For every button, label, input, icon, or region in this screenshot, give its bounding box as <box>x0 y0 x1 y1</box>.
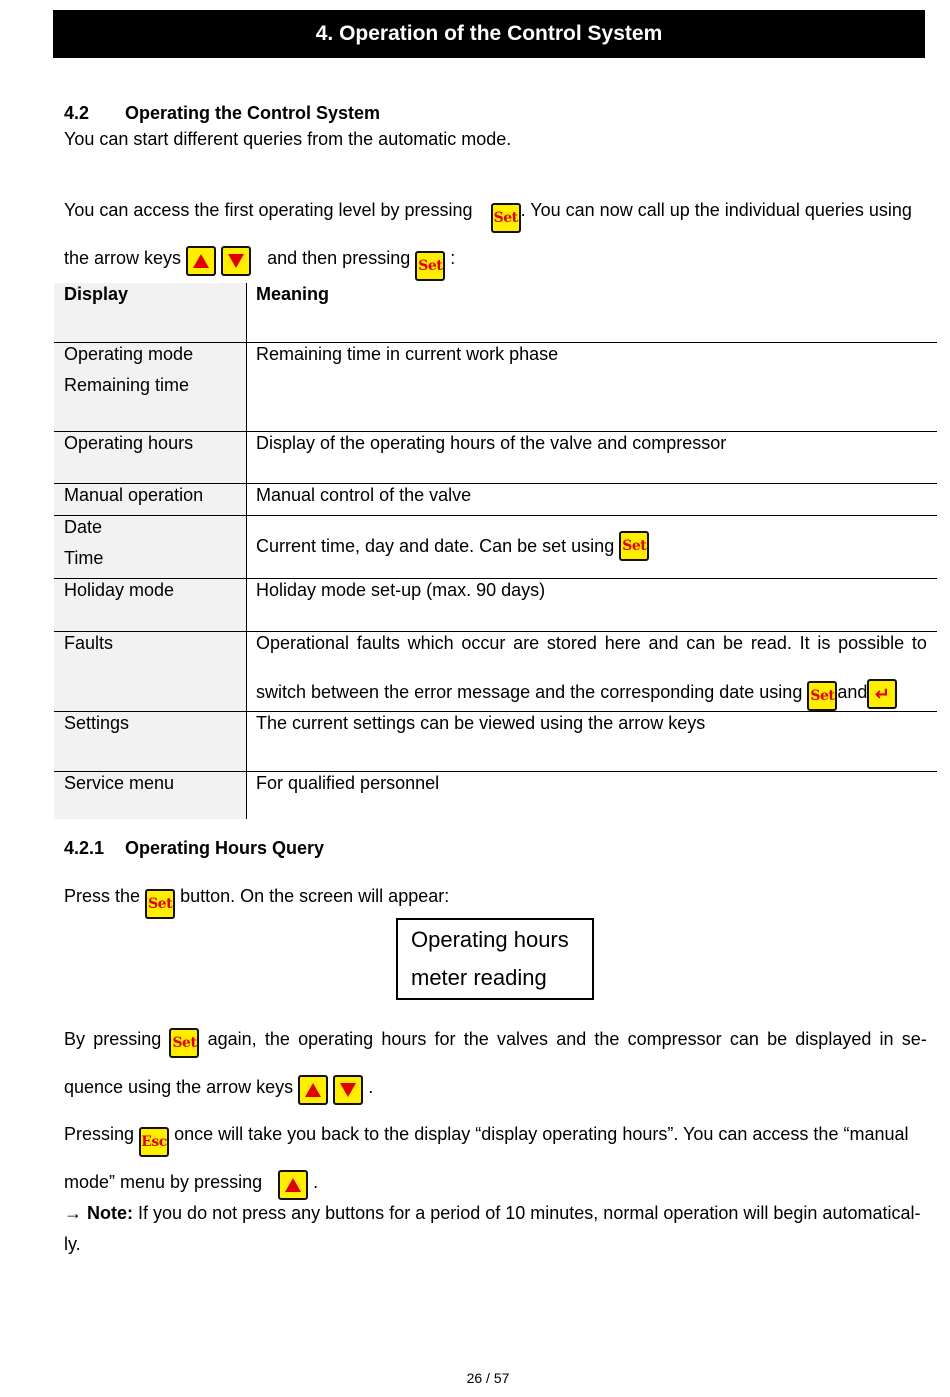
arrow-up-key-icon <box>186 246 216 276</box>
note-label: Note: <box>87 1203 134 1223</box>
meaning-word: and <box>648 633 679 653</box>
paragraph-text: You can access the first operating level by pressing <box>64 200 473 220</box>
header-display: Display <box>64 284 129 304</box>
table-header-cell <box>247 283 937 342</box>
meaning-word: which <box>407 633 454 653</box>
meaning-text: Remaining time in current work phase <box>256 344 559 364</box>
table-cell-meaning <box>247 712 937 771</box>
table-cell-display <box>54 484 247 515</box>
paragraph-word: By <box>64 1029 86 1049</box>
paragraph-line <box>64 1028 927 1058</box>
paragraph-word: for <box>434 1029 456 1049</box>
paragraph-word: operating <box>298 1029 374 1049</box>
subsection-number: 4.2.1 <box>64 838 105 858</box>
meaning-word: It <box>799 633 810 653</box>
meaning-text: Manual control of the valve <box>256 485 472 505</box>
set-key-label: Set <box>148 896 173 912</box>
paragraph-text: mode” menu by pressing <box>64 1172 263 1192</box>
meaning-word: Operational <box>256 633 350 653</box>
table-header-row <box>54 283 937 342</box>
paragraph-word: se- <box>901 1029 927 1049</box>
table-row <box>54 771 937 819</box>
table-row <box>54 578 937 631</box>
display-text: Time <box>64 548 104 568</box>
table-cell-meaning <box>247 772 937 819</box>
meaning-word: to <box>911 633 927 653</box>
lcd-line: meter reading <box>411 965 547 990</box>
meaning-word: is <box>817 633 831 653</box>
table-cell-display <box>54 772 247 819</box>
arrow-down-key-icon <box>221 246 251 276</box>
paragraph-word: the <box>463 1029 489 1049</box>
set-key-icon <box>169 1028 199 1058</box>
table-cell-display <box>54 432 247 483</box>
meaning-word: occur <box>461 633 506 653</box>
paragraph-text: Pressing <box>64 1124 135 1144</box>
meaning-word: are <box>513 633 540 653</box>
table-cell-meaning <box>247 632 937 711</box>
table-row <box>54 711 937 771</box>
table-cell-display <box>54 632 247 711</box>
table-row <box>54 631 937 711</box>
display-text: Date <box>64 517 103 537</box>
meaning-word: possible <box>838 633 905 653</box>
set-key-icon <box>415 251 445 281</box>
set-key-label: Set <box>418 258 443 274</box>
table-cell-display <box>54 579 247 631</box>
meaning-text: and <box>837 682 868 702</box>
table-cell-meaning <box>247 343 937 431</box>
paragraph-text: . You can now call up the individual queries using <box>520 200 912 220</box>
arrow-up-key-icon <box>298 1075 328 1105</box>
table-header-cell <box>54 283 247 342</box>
paragraph-word: valves <box>496 1029 548 1049</box>
section-number: 4.2 <box>64 103 90 123</box>
display-text: Remaining time <box>64 375 190 395</box>
table-row <box>54 483 937 515</box>
note-text: If you do not press any buttons for a period of 10 minutes, normal operation will begin automatical- <box>138 1203 921 1223</box>
page-number: 26 / 57 <box>466 1370 510 1386</box>
paragraph-word: pressing <box>93 1029 162 1049</box>
enter-key-label: ↵ <box>874 684 890 704</box>
paragraph-text: and then pressing <box>267 248 411 268</box>
set-key-label: Set <box>622 538 647 554</box>
lcd-line: Operating hours <box>411 927 569 952</box>
paragraph-line <box>64 1170 318 1200</box>
set-key-icon <box>807 681 837 711</box>
meaning-text-line <box>256 679 897 711</box>
meaning-text: Current time, day and date. Can be set using <box>256 536 615 556</box>
subsection-heading <box>64 837 324 859</box>
table-cell-meaning <box>247 579 937 631</box>
set-key-icon <box>619 531 649 561</box>
paragraph-word: again, <box>207 1029 257 1049</box>
table-cell-display <box>54 712 247 771</box>
paragraph-word: in <box>879 1029 894 1049</box>
table-row <box>54 431 937 483</box>
meaning-text: switch between the error message and the corresponding date using <box>256 682 803 702</box>
paragraph-line <box>64 1075 373 1105</box>
arrow-down-key-icon <box>333 1075 363 1105</box>
section-intro: You can start different queries from the automatic mode. <box>64 129 512 149</box>
meaning-word: can <box>686 633 716 653</box>
paragraph-word: be <box>767 1029 788 1049</box>
paragraph-line <box>64 885 449 919</box>
set-key-icon <box>145 889 175 919</box>
table-cell-display <box>54 516 247 578</box>
subsection-title: Operating Hours Query <box>125 838 325 858</box>
arrow-up-key-icon <box>278 1170 308 1200</box>
meaning-word: faults <box>356 633 400 653</box>
paragraph-text: . <box>368 1077 374 1097</box>
paragraph-text: once will take you back to the display “display operating hours”. You can access the “manual <box>174 1124 909 1144</box>
set-key-label: Set <box>810 688 835 704</box>
paragraph-text: Press the <box>64 886 141 906</box>
chapter-title: 4. Operation of the Control System <box>315 22 663 45</box>
chapter-banner <box>53 10 925 58</box>
set-key-icon <box>491 203 521 233</box>
table-cell-meaning <box>247 432 937 483</box>
paragraph-text: : <box>450 248 456 268</box>
table-cell-meaning <box>247 484 937 515</box>
paragraph-word: and <box>556 1029 587 1049</box>
meaning-text-line <box>256 632 927 654</box>
lcd-display-box <box>396 918 594 1000</box>
meaning-text: The current settings can be viewed using the arrow keys <box>256 713 706 733</box>
display-text: Settings <box>64 713 130 733</box>
meaning-text-line <box>256 531 649 561</box>
paragraph-line <box>64 246 455 281</box>
paragraph-word: can <box>729 1029 759 1049</box>
paragraph-line <box>64 1123 909 1157</box>
esc-key-label: Esc <box>141 1134 167 1150</box>
table-cell-meaning <box>247 516 937 578</box>
enter-key-icon <box>867 679 897 709</box>
note-line <box>64 1202 920 1224</box>
meaning-text: Holiday mode set-up (max. 90 days) <box>256 580 546 600</box>
header-meaning: Meaning <box>256 284 330 304</box>
paragraph-line <box>64 199 912 233</box>
meaning-text: For qualified personnel <box>256 773 440 793</box>
esc-key-icon <box>139 1127 169 1157</box>
set-key-label: Set <box>493 210 518 226</box>
display-text: Faults <box>64 633 114 653</box>
meaning-word: be <box>723 633 744 653</box>
arrow-right-icon: → <box>64 1203 82 1223</box>
meaning-word: stored <box>546 633 597 653</box>
paragraph-word: hours <box>381 1029 427 1049</box>
paragraph-word: the <box>594 1029 620 1049</box>
display-text: Holiday mode <box>64 580 175 600</box>
meaning-text: Display of the operating hours of the valve and compressor <box>256 433 727 453</box>
set-key-label: Set <box>172 1035 197 1051</box>
paragraph-word: the <box>264 1029 290 1049</box>
table-cell-display <box>54 343 247 431</box>
section-title: Operating the Control System <box>125 103 381 123</box>
paragraph-word: compressor <box>627 1029 722 1049</box>
display-text: Manual operation <box>64 485 204 505</box>
meaning-word: here <box>604 633 641 653</box>
table-row <box>54 342 937 431</box>
meaning-word: read. <box>750 633 792 653</box>
note-text: ly. <box>64 1234 81 1254</box>
table-row <box>54 515 937 578</box>
display-text: Operating hours <box>64 433 194 453</box>
paragraph-word: displayed <box>795 1029 872 1049</box>
display-text: Operating mode <box>64 344 194 364</box>
paragraph-text: button. On the screen will appear: <box>180 886 450 906</box>
paragraph-text: quence using the arrow keys <box>64 1077 294 1097</box>
paragraph-text: the arrow keys <box>64 248 182 268</box>
display-text: Service menu <box>64 773 175 793</box>
section-heading <box>64 102 380 124</box>
paragraph-text: . <box>313 1172 319 1192</box>
